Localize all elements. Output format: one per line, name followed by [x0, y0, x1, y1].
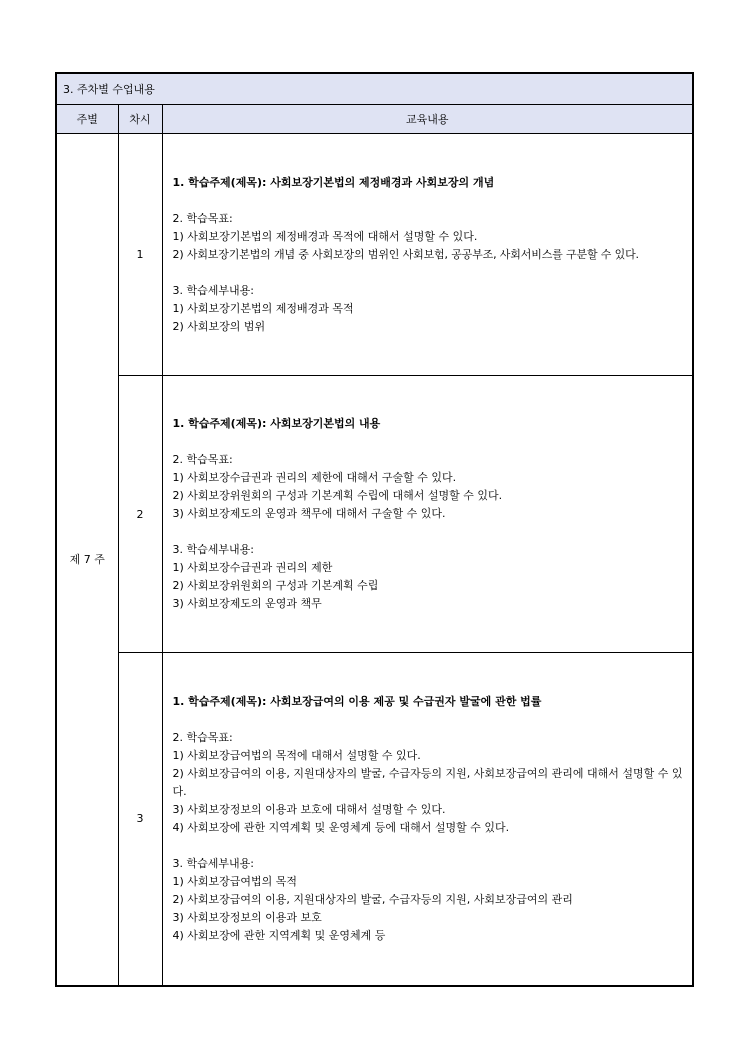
details-title: 3. 학습세부내용: — [172, 543, 254, 556]
header-session: 차시 — [118, 105, 162, 134]
session-content — [162, 653, 693, 986]
section-title: 3. 주차별 수업내용 — [56, 73, 693, 105]
objective-item: 2) 사회보장기본법의 개념 중 사회보장의 범위인 사회보험, 공공부조, 사회서비스를 구분할 수 있다. — [172, 247, 639, 261]
detail-item: 1) 사회보장기본법의 제정배경과 목적 — [172, 301, 354, 315]
objective-item: 1) 사회보장급여법의 목적에 대해서 설명할 수 있다. — [172, 748, 421, 762]
objective-item: 1) 사회보장기본법의 제정배경과 목적에 대해서 설명할 수 있다. — [172, 229, 478, 243]
details-title: 3. 학습세부내용: — [172, 283, 254, 297]
detail-item: 2) 사회보장의 범위 — [172, 319, 266, 333]
week-label: 제 7 주 — [56, 134, 118, 986]
objective-item: 1) 사회보장수급권과 권리의 제한에 대해서 구술할 수 있다. — [172, 471, 457, 484]
session-content — [162, 134, 693, 376]
objective-item: 3) 사회보장정보의 이용과 보호에 대해서 설명할 수 있다. — [172, 802, 446, 816]
objective-item: 4) 사회보장에 관한 지역계획 및 운영체계 등에 대해서 설명할 수 있다. — [172, 820, 510, 834]
session-topic: 1. 학습주제(제목): 사회보장기본법의 내용 — [172, 417, 381, 430]
session-row — [56, 134, 693, 376]
session-number: 2 — [118, 376, 162, 653]
session-topic: 1. 학습주제(제목): 사회보장기본법의 제정배경과 사회보장의 개념 — [172, 175, 495, 189]
detail-item: 4) 사회보장에 관한 지역계획 및 운영체계 등 — [172, 928, 386, 942]
objectives-title: 2. 학습목표: — [172, 730, 233, 744]
weekly-syllabus-table — [55, 72, 694, 987]
session-number: 1 — [118, 134, 162, 376]
objectives-title: 2. 학습목표: — [172, 211, 233, 225]
detail-item: 1) 사회보장급여법의 목적 — [172, 874, 298, 888]
session-row — [56, 376, 693, 653]
detail-item: 2) 사회보장급여의 이용, 지원대상자의 발굴, 수급자등의 지원, 사회보장급여의 관리 — [172, 892, 573, 906]
session-number: 3 — [118, 653, 162, 986]
details-title: 3. 학습세부내용: — [172, 856, 254, 870]
header-week: 주별 — [56, 105, 118, 134]
detail-item: 3) 사회보장제도의 운영과 책무 — [172, 597, 322, 610]
session-topic: 1. 학습주제(제목): 사회보장급여의 이용 제공 및 수급권자 발굴에 관한 법률 — [172, 694, 542, 708]
session-row — [56, 653, 693, 986]
objectives-title: 2. 학습목표: — [172, 453, 233, 466]
objective-item: 2) 사회보장위원회의 구성과 기본계획 수립에 대해서 설명할 수 있다. — [172, 489, 503, 502]
detail-item: 2) 사회보장위원회의 구성과 기본계획 수립 — [172, 579, 379, 592]
detail-item: 3) 사회보장정보의 이용과 보호 — [172, 910, 322, 924]
header-content: 교육내용 — [162, 105, 693, 134]
detail-item: 1) 사회보장수급권과 권리의 제한 — [172, 561, 333, 574]
objective-item: 3) 사회보장제도의 운영과 책무에 대해서 구술할 수 있다. — [172, 507, 446, 520]
session-content — [162, 376, 693, 653]
objective-item: 2) 사회보장급여의 이용, 지원대상자의 발굴, 수급자등의 지원, 사회보장급여의 관리에 대해서 설명할 수 있다. — [172, 766, 683, 798]
